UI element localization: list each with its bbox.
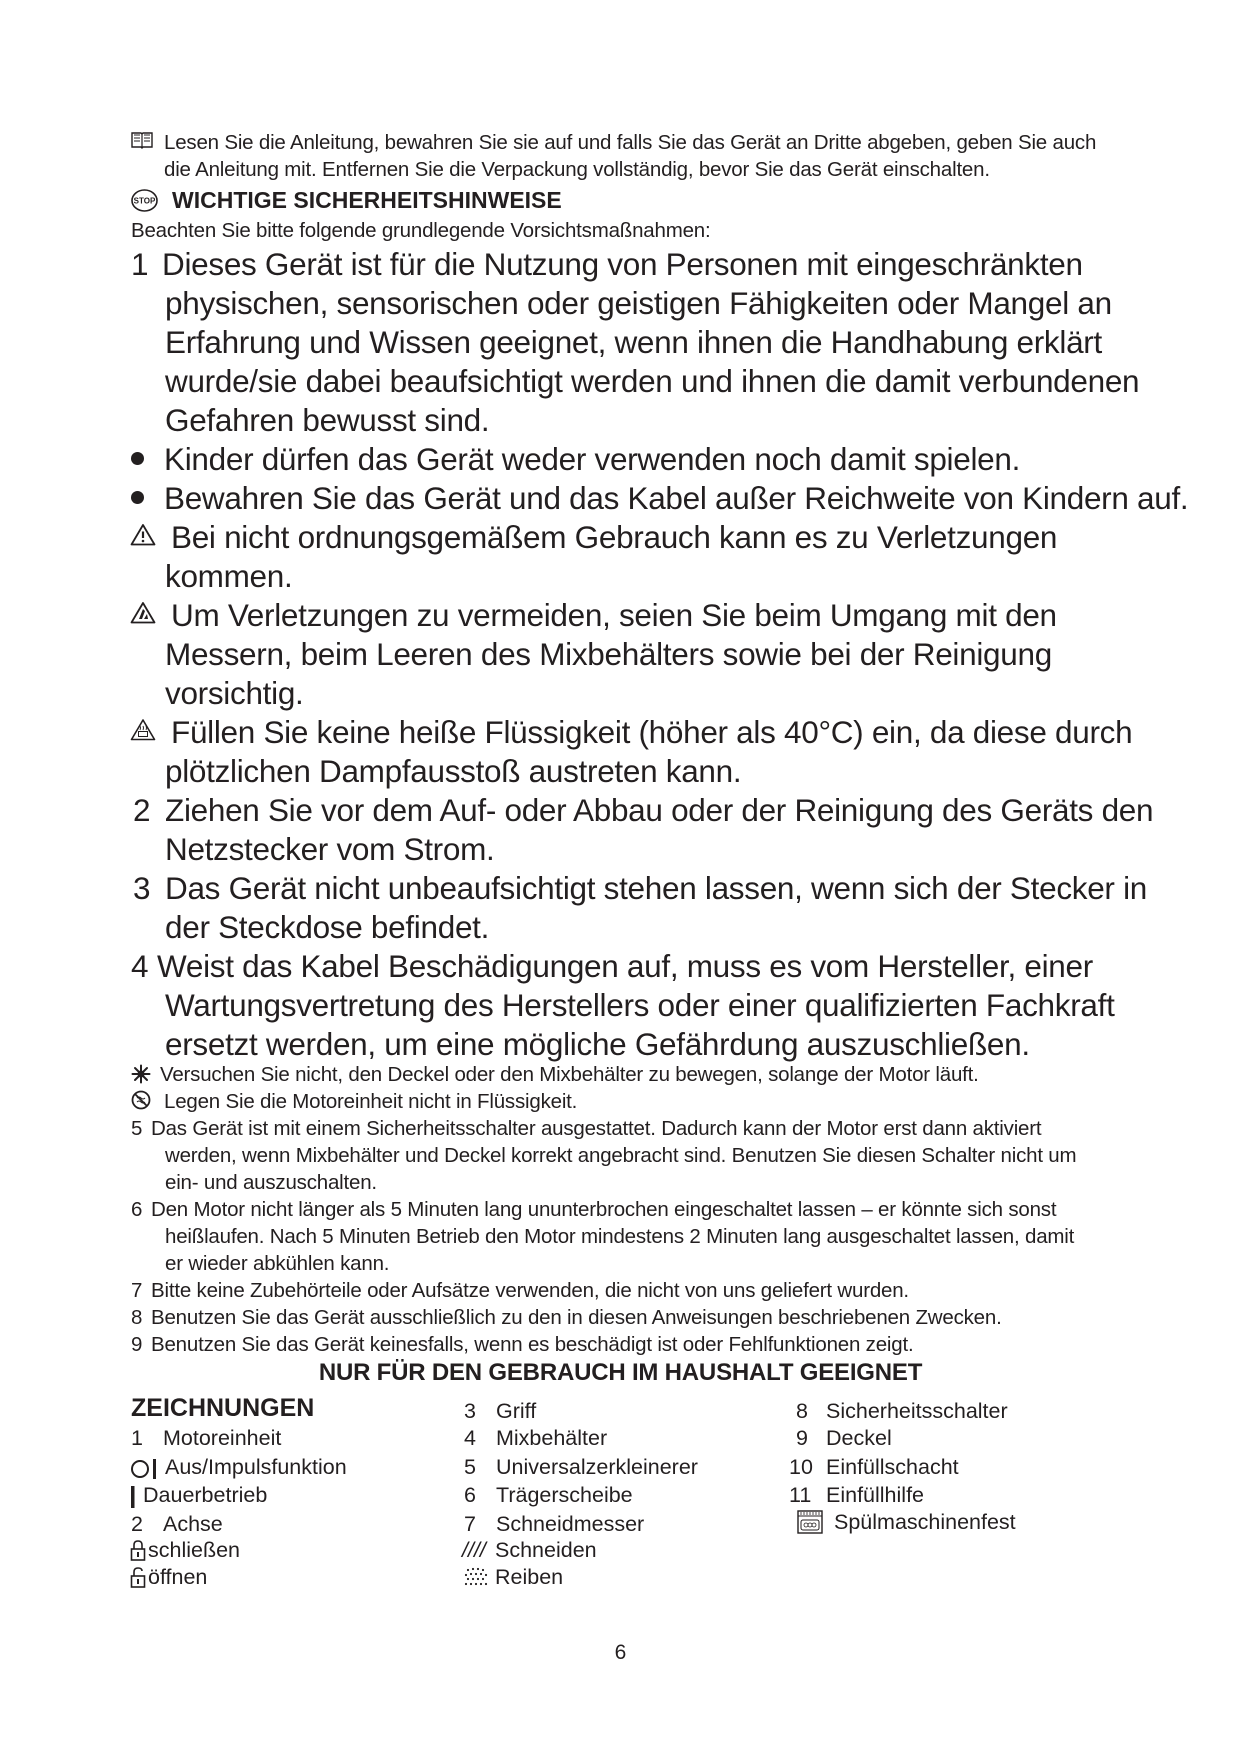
bullet-cable: Bewahren Sie das Gerät und das Kabel außer Reichweite von Kindern auf.	[164, 480, 1189, 516]
warning-1-line-1: Bei nicht ordnungsgemäßem Gebrauch kann es zu Verletzungen	[171, 519, 1058, 555]
motion-warning-text: Versuchen Sie nicht, den Deckel oder den Mixbehälter zu bewegen, solange der Motor läuft.	[160, 1063, 979, 1086]
bullet-icon	[130, 451, 145, 466]
item-number: 2	[133, 792, 151, 828]
legend-number: 2	[131, 1512, 143, 1536]
item-1-line-4: wurde/sie dabei beaufsichtigt werden und ihnen die damit verbundenen	[165, 363, 1140, 399]
item-number: 1	[131, 246, 149, 282]
continuous-icon	[131, 1486, 136, 1508]
off-pulse-icon	[130, 1458, 160, 1480]
no-immersion-text: Legen Sie die Motoreinheit nicht in Flüssigkeit.	[164, 1090, 578, 1113]
warning-3-line-2: plötzlichen Dampfausstoß austreten kann.	[165, 753, 742, 789]
safety-heading: WICHTIGE SICHERHEITSHINWEISE	[172, 187, 562, 213]
legend-shaft: Achse	[163, 1512, 223, 1536]
item-8-text: Benutzen Sie das Gerät ausschließlich zu den in diesen Anweisungen beschriebenen Zwecken.	[151, 1306, 1002, 1329]
bullet-children: Kinder dürfen das Gerät weder verwenden noch damit spielen.	[164, 441, 1021, 477]
item-3-line-1: Das Gerät nicht unbeaufsichtigt stehen lassen, wenn sich der Stecker in	[165, 870, 1147, 906]
item-5-line-2: werden, wenn Mixbehälter und Deckel korrekt angebracht sind. Benutzen Sie diesen Schalter nicht um	[165, 1144, 1077, 1167]
item-4-line-1: Weist das Kabel Beschädigungen auf, muss es vom Hersteller, einer	[157, 948, 1093, 984]
item-number: 3	[133, 870, 151, 906]
item-1-line-5: Gefahren bewusst sind.	[165, 402, 490, 438]
item-7-text: Bitte keine Zubehörteile oder Aufsätze verwenden, die nicht von uns geliefert wurden.	[151, 1279, 909, 1302]
grate-icon	[463, 1566, 489, 1588]
item-number: 5	[131, 1117, 143, 1140]
warning-3-line-1: Füllen Sie keine heiße Flüssigkeit (höher als 40°C) ein, da diese durch	[171, 714, 1133, 750]
legend-pusher: Einfüllhilfe	[826, 1483, 924, 1507]
stop-icon-label: STOP	[133, 196, 156, 206]
blade-warning-icon	[130, 601, 156, 624]
unlock-icon	[130, 1566, 146, 1588]
legend-number: 3	[464, 1399, 476, 1423]
item-number: 9	[131, 1333, 143, 1356]
legend-slice: Schneiden	[495, 1538, 597, 1562]
motion-warning-icon	[131, 1064, 151, 1084]
legend-number: 1	[131, 1426, 143, 1450]
legend-continuous: Dauerbetrieb	[143, 1483, 268, 1507]
warning-triangle-icon	[130, 523, 156, 546]
household-notice: NUR FÜR DEN GEBRAUCH IM HAUSHALT GEEIGNET	[318, 1359, 923, 1386]
legend-motor-unit: Motoreinheit	[163, 1426, 282, 1450]
legend-number: 7	[464, 1512, 476, 1536]
legend-lock: schließen	[148, 1538, 241, 1562]
legend-number: 10	[789, 1455, 813, 1479]
drawings-heading: ZEICHNUNGEN	[131, 1394, 315, 1422]
legend-unlock: öffnen	[148, 1565, 208, 1589]
safety-subheading: Beachten Sie bitte folgende grundlegende Vorsichtsmaßnahmen:	[131, 219, 711, 242]
legend-handle: Griff	[496, 1399, 537, 1423]
item-number: 4	[131, 948, 149, 984]
stop-icon	[131, 189, 158, 212]
warning-1-line-2: kommen.	[165, 558, 293, 594]
item-6-line-1: Den Motor nicht länger als 5 Minuten lang ununterbrochen eingeschaltet lassen – er könnte sich sonst	[151, 1198, 1057, 1221]
legend-number: 11	[789, 1483, 812, 1507]
intro-line-2: die Anleitung mit. Entfernen Sie die Verpackung vollständig, bevor Sie das Gerät einschalten.	[164, 158, 990, 181]
slice-icon: ////	[462, 1538, 486, 1562]
legend-food-processor: Universalzerkleinerer	[496, 1455, 698, 1479]
legend-number: 8	[796, 1399, 808, 1423]
warning-2-line-1: Um Verletzungen zu vermeiden, seien Sie beim Umgang mit den	[171, 597, 1057, 633]
legend-number: 9	[796, 1426, 808, 1450]
item-number: 6	[131, 1198, 143, 1221]
legend-cutting-blade: Schneidmesser	[496, 1512, 645, 1536]
legend-off-pulse: Aus/Impulsfunktion	[165, 1455, 347, 1479]
warning-2-line-2: Messern, beim Leeren des Mixbehälters sowie bei der Reinigung	[165, 636, 1052, 672]
item-3-line-2: der Steckdose befindet.	[165, 909, 490, 945]
item-5-line-3: ein- und auszuschalten.	[165, 1171, 377, 1194]
legend-lid: Deckel	[826, 1426, 892, 1450]
item-5-line-1: Das Gerät ist mit einem Sicherheitsschalter ausgestattet. Dadurch kann der Motor erst dann aktiviert	[151, 1117, 1042, 1140]
item-9-text: Benutzen Sie das Gerät keinesfalls, wenn es beschädigt ist oder Fehlfunktionen zeigt.	[151, 1333, 914, 1356]
item-6-line-3: er wieder abkühlen kann.	[165, 1252, 390, 1275]
legend-dishwasher-safe: Spülmaschinenfest	[834, 1510, 1016, 1534]
item-1-line-2: physischen, sensorischen oder geistigen Fähigkeiten oder Mangel an	[165, 285, 1112, 321]
item-4-line-3: ersetzt werden, um eine mögliche Gefährdung auszuschließen.	[165, 1026, 1030, 1062]
legend-safety-switch: Sicherheitsschalter	[826, 1399, 1008, 1423]
legend-number: 6	[464, 1483, 476, 1507]
item-number: 8	[131, 1306, 143, 1329]
legend-carrier-disc: Trägerscheibe	[496, 1483, 633, 1507]
legend-number: 4	[464, 1426, 476, 1450]
legend-feed-tube: Einfüllschacht	[826, 1455, 959, 1479]
legend-blender-jug: Mixbehälter	[496, 1426, 608, 1450]
dishwasher-icon	[797, 1510, 823, 1534]
hot-liquid-warning-icon	[130, 718, 156, 741]
intro-line-1: Lesen Sie die Anleitung, bewahren Sie sie auf und falls Sie das Gerät an Dritte abgeben, geben Sie auch	[164, 131, 1097, 154]
warning-2-line-3: vorsichtig.	[165, 675, 304, 711]
lock-icon	[130, 1539, 146, 1561]
legend-number: 5	[464, 1455, 476, 1479]
book-icon	[131, 131, 153, 149]
item-4-line-2: Wartungsvertretung des Herstellers oder einer qualifizierten Fachkraft	[165, 987, 1115, 1023]
page-number: 6	[614, 1641, 627, 1664]
item-2-line-2: Netzstecker vom Strom.	[165, 831, 495, 867]
item-6-line-2: heißlaufen. Nach 5 Minuten Betrieb den Motor mindestens 2 Minuten lang ausgeschaltet lassen, damit	[165, 1225, 1075, 1248]
item-2-line-1: Ziehen Sie vor dem Auf- oder Abbau oder der Reinigung des Geräts den	[165, 792, 1154, 828]
item-1-line-3: Erfahrung und Wissen geeignet, wenn ihnen die Handhabung erklärt	[165, 324, 1102, 360]
no-immersion-icon	[131, 1090, 151, 1110]
item-1-line-1: Dieses Gerät ist für die Nutzung von Personen mit eingeschränkten	[162, 246, 1083, 282]
bullet-icon	[130, 490, 145, 505]
item-number: 7	[131, 1279, 143, 1302]
legend-grate: Reiben	[495, 1565, 564, 1589]
